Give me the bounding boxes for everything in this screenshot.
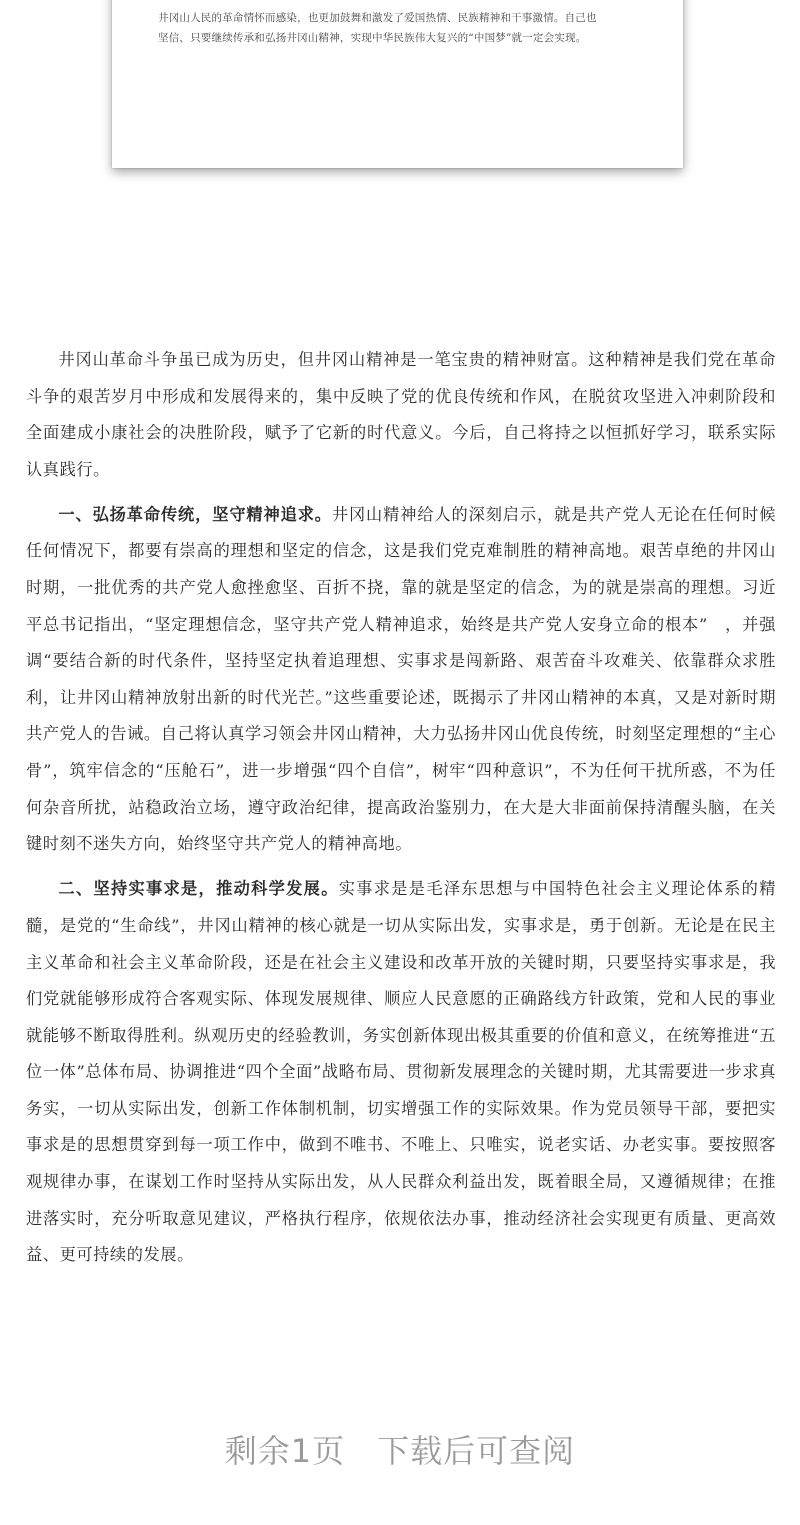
preview-text xyxy=(158,8,648,48)
download-to-view-label[interactable]: 下载后可查阅 xyxy=(377,1432,576,1470)
article-body xyxy=(26,342,776,1282)
preview-line: 坚信，只要继续传承和弘扬井冈山精神，实现中华民族伟大复兴的“中国梦”就一定会实现。 xyxy=(158,32,587,44)
intro-paragraph: 井冈山革命斗争虽已成为历史，但井冈山精神是一笔宝贵的精神财富。这种精神是我们党在革命斗争的艰苦岁月中形成和发展得来的，集中反映了党的优良传统和作风，在脱贫攻坚进入冲刺阶段和全面建成小康社会的决胜阶段，赋予了它新的时代意义。今后，自己将持之以恒抓好学习，联系实际认真践行。 xyxy=(26,350,776,479)
section-2-body: 实事求是是毛泽东思想与中国特色社会主义理论体系的精髓，是党的“生命线”，井冈山精神的核心就是一切从实际出发，实事求是，勇于创新。无论是在民主主义革命和社会主义革命阶段，还是在社会主义建设和改革开放的关键时期，只要坚持实事求是，我们党就能够形成符合客观实际、体现发展规律、顺应人民意愿的正确路线方针政策，党和人民的事业就能够不断取得胜利。纵观历史的经验教训，务实创新体现出极其重要的价值和意义，在统筹推进“五位一体”总体布局、协调推进“四个全面”战略布局、贯彻新发展理念的关键时期，尤其需要进一步求真务实，一切从实际出发，创新工作体制机制，切实增强工作的实际效果。作为党员领导干部，要把实事求是的思想贯穿到每一项工作中，做到不唯书、不唯上、只唯实，说老实话、办老实事。要按照客观规律办事，在谋划工作时坚持从实际出发，从人民群众利益出发，既着眼全局，又遵循规律；在推进落实时，充分听取意见建议，严格执行程序，依规依法办事，推动经济社会实现更有质量、更高效益、更可持续的发展。 xyxy=(26,879,776,1265)
section-1-body: 井冈山精神给人的深刻启示，就是共产党人无论在任何时候任何情况下，都要有崇高的理想和坚定的信念，这是我们党克难制胜的精神高地。艰苦卓绝的井冈山时期，一批优秀的共产党人愈挫愈坚、百折不挠，靠的就是坚定的信念，为的就是崇高的理想。习近平总书记指出，“坚定理想信念，坚守共产党人精神追求，始终是共产党人安身立命的根本” ，并强调“要结合新的时代条件，坚持坚定执着追理想、实事求是闯新路、艰苦奋斗攻难关、依靠群众求胜利，让井冈山精神放射出新的时代光芒。”这些重要论述，既揭示了井冈山精神的本真，又是对新时期共产党人的告诫。自己将认真学习领会井冈山精神，大力弘扬井冈山优良传统，时刻坚定理想的“主心骨”，筑牢信念的“压舱石”，进一步增强“四个自信”，树牢“四种意识”，不为任何干扰所惑，不为任何杂音所扰，站稳政治立场，遵守政治纪律，提高政治鉴别力，在大是大非面前保持清醒头脑，在关键时刻不迷失方向，始终坚守共产党人的精神高地。 xyxy=(26,504,776,854)
preview-line: 井冈山人民的革命情怀而感染，也更加鼓舞和激发了爱国热情、民族精神和干事激情。自己也 xyxy=(158,12,597,24)
download-prompt[interactable] xyxy=(0,1426,800,1472)
section-2-heading: 二、坚持实事求是，推动科学发展。 xyxy=(58,879,339,899)
previous-page-preview xyxy=(112,0,683,168)
remaining-pages-label[interactable]: 剩余1页 xyxy=(224,1432,346,1470)
section-1-heading: 一、弘扬革命传统，坚守精神追求。 xyxy=(58,504,332,524)
section-2-paragraph xyxy=(26,871,776,1274)
section-1-paragraph xyxy=(26,497,776,863)
